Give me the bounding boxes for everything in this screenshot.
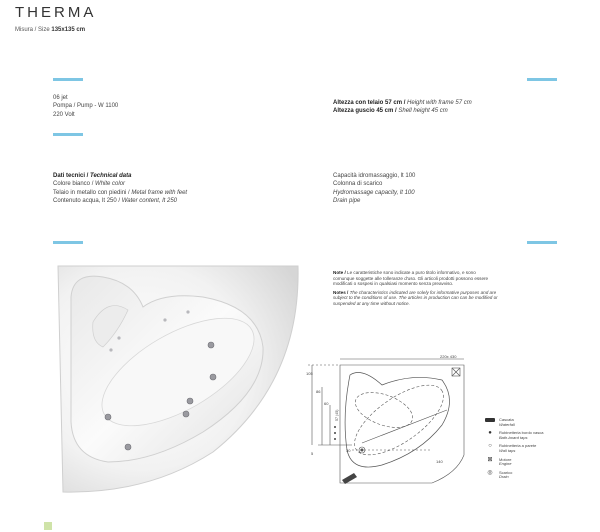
accent-bar: [53, 78, 83, 81]
drain-icon: ◎: [487, 469, 493, 476]
accent-bar: [53, 241, 83, 244]
capacity-en: Hydromassage capacity, lt 100: [333, 189, 415, 196]
drain-it: Colonna di scarico: [333, 181, 383, 188]
legend-item-drain: ◎ Scarico Drain: [485, 471, 543, 480]
dim-left-3: 60: [324, 401, 329, 406]
hollow-dot-icon: ○: [488, 443, 492, 450]
capacity-data: [333, 172, 415, 206]
accent-bar: [527, 241, 557, 244]
dim-5: 5: [311, 451, 314, 456]
dim-top: 220x 430: [440, 355, 457, 359]
jets-count: 06 jet: [53, 95, 68, 101]
pump-spec: Pompa / Pump - W 1100: [53, 103, 119, 110]
drawing-legend: [485, 418, 543, 480]
technical-drawing: [302, 355, 477, 495]
filled-dot-icon: ●: [488, 430, 492, 437]
legend-item-engine: ⊠ Motore Engine: [485, 458, 543, 467]
legend-item-bath-board-taps: ● Rubinetteria bordo vasca Bath-board taps: [485, 431, 543, 440]
engine-icon: ⊠: [487, 456, 493, 463]
accent-bar: [527, 78, 557, 81]
size-value: 135x135 cm: [51, 27, 86, 33]
content-spec: Contenuto acqua, lt 250 / Water content, lt 250: [53, 198, 177, 205]
drain-en: Drain pipe: [333, 198, 361, 205]
dim-140: 140: [436, 459, 443, 464]
bathtub-photo: [53, 262, 303, 497]
corner-square: [44, 522, 52, 530]
accent-bar: [53, 133, 83, 136]
product-title: THERMA: [15, 4, 97, 21]
specs-left: [53, 94, 118, 119]
voltage-spec: 220 Volt: [53, 111, 75, 118]
size-label: Misura / Size: [15, 27, 50, 33]
frame-height: Altezza con telaio 57 cm / Height with frame 57 cm: [333, 100, 472, 106]
note-en: Notes / The characteristics indicated are solely for informative purposes and are subject to the conditions of use. The articles in production can can be modified or suspended at any time without notice.: [333, 289, 498, 306]
notes-block: [333, 270, 498, 307]
dim-30: 30: [346, 448, 351, 453]
technical-heading: Dati tecnici / Technical data: [53, 173, 132, 179]
specs-right: [333, 99, 472, 116]
dim-left-1: 105: [306, 371, 313, 376]
frame-spec: Telaio in metallo con piedini / Metal frame with feet: [53, 189, 188, 196]
waterfall-icon: [485, 418, 495, 425]
legend-item-wall-taps: ○ Rubinetteria a parete Wall taps: [485, 444, 543, 453]
technical-data: [53, 172, 187, 206]
shell-height: Altezza guscio 45 cm / Shell height 45 cm: [333, 108, 448, 115]
dim-left-2: 86: [316, 389, 321, 394]
capacity-it: Capacità idromassaggio, lt 100: [333, 173, 416, 179]
size-line: [15, 27, 85, 33]
note-it: Note / Le caratteristiche sono indicate a puro titolo informativo, e sono comunque soggette alle tolleranze d'uso. Gli articoli prodotti possono essere modificati o sospesi in qualsiasi momento senza preavviso.: [333, 270, 489, 287]
dim-side: 57 (45): [335, 409, 339, 421]
legend-item-waterfall: Cascata Waterfall: [485, 418, 543, 427]
color-spec: Colore bianco / White color: [53, 181, 126, 188]
